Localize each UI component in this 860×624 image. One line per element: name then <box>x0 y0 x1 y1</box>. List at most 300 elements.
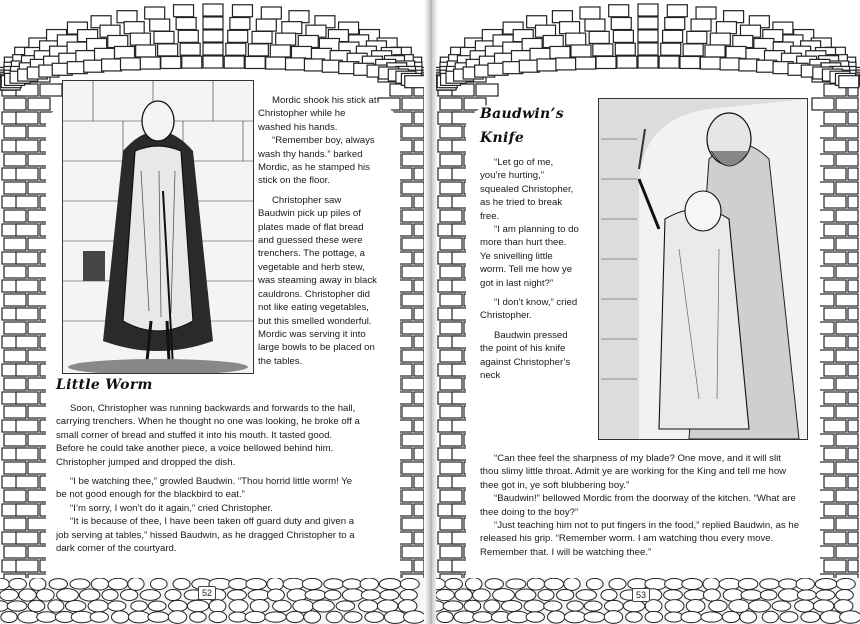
cobblestone <box>305 590 326 601</box>
brick <box>4 378 26 390</box>
cobblestone <box>57 589 79 602</box>
cobblestone <box>564 578 580 590</box>
cobblestone <box>626 612 643 622</box>
text-line: squealed Christopher, <box>480 183 574 195</box>
brick <box>560 22 580 34</box>
text-line: Christopher while he <box>258 108 346 120</box>
brick <box>161 56 181 68</box>
brick <box>16 364 38 376</box>
text-line: “It is because of thee, I have been taken off guard duty and given a <box>70 516 355 528</box>
text-line: Mordic, as he stamped his <box>258 162 370 174</box>
cobblestone <box>1 611 17 622</box>
page-number-52: 52 <box>198 586 216 600</box>
cobblestone <box>400 590 417 601</box>
brick <box>824 560 846 572</box>
cobblestone <box>343 579 362 589</box>
brick <box>282 22 302 34</box>
cobblestone <box>273 600 291 611</box>
brick <box>440 238 462 250</box>
cobblestone <box>250 600 269 613</box>
cobblestone <box>19 589 36 601</box>
text-line: free. <box>480 210 500 222</box>
cobblestone <box>780 612 798 623</box>
brick <box>543 35 563 47</box>
right-side-column <box>480 156 610 383</box>
cobblestone <box>601 589 617 600</box>
cobblestone <box>729 600 750 613</box>
brick <box>824 532 846 544</box>
brick <box>836 406 858 418</box>
cobblestone <box>209 611 227 622</box>
text-line: Ye snivelling little <box>480 250 553 262</box>
text-line: Baudwin pick up piles of <box>258 208 361 220</box>
brick <box>16 532 38 544</box>
brick <box>716 22 736 34</box>
cobblestone <box>379 579 401 590</box>
brick <box>836 322 858 334</box>
brick <box>663 30 683 42</box>
brick <box>724 11 744 23</box>
brick <box>180 43 200 55</box>
brick <box>414 168 424 180</box>
cobblestone <box>709 600 727 611</box>
brick <box>848 140 858 152</box>
text-line: Christopher. <box>480 310 532 322</box>
cobblestone <box>404 611 426 623</box>
brick <box>117 11 137 23</box>
brick <box>848 252 858 264</box>
cobblestone <box>265 612 286 622</box>
cobblestone <box>380 590 399 600</box>
text-line: “Baudwin!” bellowed Mordic from the doorway of the kitchen. “What are <box>494 493 796 505</box>
left-page <box>0 0 426 624</box>
brick <box>571 45 591 57</box>
brick <box>16 308 38 320</box>
cobblestone <box>7 601 27 611</box>
baudwins-knife-heading-line1: Baudwin’s <box>480 106 564 122</box>
cobblestone <box>436 589 454 600</box>
cobblestone <box>302 578 322 589</box>
cobblestone <box>465 578 481 590</box>
cobblestone <box>686 600 705 613</box>
text-line: carrying trenchers. When he thought no one was looking, he broke off a <box>56 416 360 428</box>
cobblestone <box>267 589 284 601</box>
cobblestone <box>506 579 526 589</box>
brick <box>836 98 858 110</box>
text-line: “Just teaching him not to put fingers in the food,” replied Baudwin, as he <box>494 520 800 532</box>
brick <box>848 448 858 460</box>
brick <box>680 56 700 68</box>
brick <box>824 504 846 516</box>
brick <box>414 308 424 320</box>
cobblestone <box>501 600 521 611</box>
brick <box>248 44 268 56</box>
brick <box>203 4 223 16</box>
brick <box>414 476 424 488</box>
brick <box>140 57 160 69</box>
brick <box>556 58 576 70</box>
brick <box>405 76 425 88</box>
brick <box>824 476 846 488</box>
brick <box>836 210 858 222</box>
brick <box>836 266 858 278</box>
text-line: thee got in, ye soft blubbering boy.” <box>480 479 630 491</box>
page-number-53: 53 <box>632 588 650 602</box>
text-line: you’re hurting,” <box>480 170 544 182</box>
cobblestone <box>190 612 207 622</box>
brick <box>593 44 613 56</box>
brick <box>824 252 846 264</box>
cobblestone <box>283 578 304 589</box>
cobblestone <box>248 590 269 601</box>
text-line: “Can thee feel the sharpness of my blade? One move, and it will slit <box>494 453 781 464</box>
brick <box>550 46 570 58</box>
brick <box>16 224 38 236</box>
brick <box>414 532 424 544</box>
cobblestone <box>324 590 340 600</box>
brick <box>848 280 858 292</box>
brick <box>289 11 309 23</box>
cobblestone <box>740 611 757 623</box>
cobblestone <box>336 601 355 611</box>
brick <box>414 420 424 432</box>
text-line: against Christopher’s <box>480 356 571 368</box>
cobblestone <box>801 612 820 623</box>
text-line: thou slimy little throat. Admit ye are working for the King and tell me how <box>480 466 787 478</box>
brick <box>440 294 462 306</box>
text-line: thee doing to the boy?” <box>480 506 579 518</box>
cobblestone <box>473 612 493 623</box>
text-line: released his grip. “Remember worm. I am watching thou every move. <box>480 533 774 545</box>
brick <box>4 182 26 194</box>
cobblestone <box>229 600 248 613</box>
brick <box>440 490 462 502</box>
cobblestone <box>564 611 585 623</box>
brick <box>261 7 281 19</box>
brick <box>836 182 858 194</box>
cobblestone <box>760 579 780 589</box>
cobblestone <box>738 578 758 589</box>
text-line: washed his hands. <box>258 121 338 133</box>
text-line: large bowls to be placed on <box>258 342 375 354</box>
brick <box>440 434 462 446</box>
brick <box>836 154 858 166</box>
cobblestone <box>91 578 108 590</box>
cobblestone <box>820 611 841 624</box>
right-page <box>436 0 860 624</box>
brick <box>848 504 858 516</box>
brick <box>836 434 858 446</box>
brick <box>440 154 462 166</box>
brick <box>848 560 858 572</box>
brick <box>176 18 196 30</box>
cobblestone <box>815 579 837 590</box>
baudwins-knife-heading-line2: Knife <box>480 130 525 146</box>
cobblestone <box>79 589 99 601</box>
cobblestone <box>312 600 334 612</box>
cobblestone <box>209 600 226 613</box>
cobblestone <box>9 578 26 589</box>
brick <box>836 294 858 306</box>
cobblestone <box>324 579 344 589</box>
brick <box>733 35 753 47</box>
brick <box>178 30 198 42</box>
cobblestone <box>108 601 126 611</box>
cobblestone <box>584 601 602 611</box>
cobblestone <box>524 600 544 612</box>
brick <box>108 35 128 47</box>
cobblestone <box>140 590 160 601</box>
cobblestone <box>748 600 770 612</box>
brick <box>848 224 858 236</box>
brick <box>414 252 424 264</box>
brick <box>848 420 858 432</box>
cobblestone <box>400 578 419 589</box>
brick <box>440 210 462 222</box>
brick <box>16 112 38 124</box>
cobblestone <box>682 578 703 589</box>
brick <box>589 31 609 43</box>
cobblestone <box>37 589 55 601</box>
cobblestone <box>797 590 816 600</box>
brick <box>700 57 720 69</box>
brick <box>812 98 834 110</box>
brick <box>848 308 858 320</box>
cobblestone <box>148 612 169 623</box>
cobblestone <box>361 590 380 600</box>
brick <box>230 18 250 30</box>
brick <box>824 280 846 292</box>
cobblestone <box>121 589 138 600</box>
cobblestone <box>246 578 267 589</box>
brick <box>16 280 38 292</box>
brick <box>298 35 318 47</box>
brick <box>270 45 290 57</box>
text-line: cauldrons. Christopher did <box>258 288 370 300</box>
cobblestone <box>37 612 57 623</box>
brick <box>580 7 600 19</box>
brick <box>824 196 846 208</box>
brick <box>16 336 38 348</box>
brick <box>414 364 424 376</box>
cobblestone <box>741 590 762 601</box>
brick <box>4 154 26 166</box>
brick <box>440 350 462 362</box>
brick <box>440 462 462 474</box>
brick <box>414 224 424 236</box>
brick <box>615 43 635 55</box>
cobblestone <box>0 589 18 600</box>
text-line: Remember that. I will be watching thee.” <box>480 546 652 558</box>
text-line: be not good enough for the blackbird to eat.” <box>56 489 245 501</box>
cobblestone <box>703 589 720 601</box>
cobblestone <box>359 600 378 612</box>
brick <box>440 378 462 390</box>
brick <box>440 406 462 418</box>
cobblestone <box>722 611 739 622</box>
cobblestone <box>128 611 149 623</box>
cobblestone <box>645 611 663 622</box>
brick <box>519 60 539 72</box>
brick <box>414 140 424 152</box>
brick <box>154 31 174 43</box>
brick <box>174 5 194 17</box>
cobblestone <box>344 612 362 623</box>
brick <box>28 98 50 110</box>
brick <box>836 462 858 474</box>
text-line: plates made of flat bread <box>258 221 364 233</box>
cobblestone <box>778 589 799 602</box>
cobblestone <box>168 611 187 624</box>
cobblestone <box>548 611 565 623</box>
brick <box>440 126 462 138</box>
cobblestone <box>816 590 835 600</box>
brick <box>304 59 324 71</box>
brick <box>402 546 424 558</box>
brick <box>414 448 424 460</box>
brick <box>824 224 846 236</box>
brick <box>4 462 26 474</box>
cobblestone <box>360 578 378 590</box>
brick <box>836 518 858 530</box>
brick <box>402 378 424 390</box>
brick <box>4 350 26 362</box>
text-line: as he tried to break <box>480 197 563 209</box>
brick <box>596 56 616 68</box>
text-line: worm. Tell me how ye <box>480 264 573 276</box>
brick <box>824 392 846 404</box>
brick <box>4 98 26 110</box>
brick <box>182 56 202 68</box>
brick <box>226 43 246 55</box>
brick <box>16 476 38 488</box>
text-line: got in last night?” <box>480 277 554 289</box>
cobblestone <box>108 578 127 589</box>
text-line: “I don’t know,” cried <box>494 297 578 309</box>
text-line: small corner of bread and stuffed it into his mouth. It tasted good. <box>56 429 333 441</box>
brick <box>440 518 462 530</box>
brick <box>4 210 26 222</box>
cobblestone <box>795 600 814 612</box>
brick <box>402 462 424 474</box>
mordic-illustration <box>62 80 254 374</box>
brick <box>537 59 557 71</box>
text-line: “I am planning to do <box>494 224 579 236</box>
brick <box>661 43 681 55</box>
cobblestone <box>245 611 265 622</box>
cobblestone <box>293 600 314 613</box>
cobblestone <box>527 578 544 590</box>
brick <box>696 7 716 19</box>
cobblestone <box>779 579 798 589</box>
cobblestone <box>586 578 603 589</box>
text-line: “Let go of me, <box>494 157 554 168</box>
brick <box>4 490 26 502</box>
brick <box>836 546 858 558</box>
text-line: Soon, Christopher was running backwards and forwards to the hall, <box>70 403 356 414</box>
baudwin-knife-illustration <box>598 98 808 440</box>
cobblestone <box>576 590 596 601</box>
brick <box>136 45 156 57</box>
cobblestone <box>493 589 515 602</box>
cobblestone <box>567 601 583 611</box>
brick <box>739 59 759 71</box>
brick <box>836 126 858 138</box>
brick <box>638 30 658 42</box>
cobblestone <box>836 590 853 601</box>
brick <box>824 308 846 320</box>
brick <box>848 392 858 404</box>
brick <box>228 30 248 42</box>
brick <box>203 56 223 68</box>
text-line: Before he could take another piece, a voice bellowed behind him. <box>56 443 334 455</box>
cobblestone <box>544 601 562 611</box>
text-line: but this smelled wonderful. <box>258 315 372 327</box>
cobblestone <box>342 589 363 602</box>
text-line: Christopher jumped and dropped the dish. <box>56 456 236 468</box>
cobblestone <box>604 611 623 624</box>
cobblestone <box>49 579 67 590</box>
cobblestone <box>665 600 684 613</box>
text-line: dark corner of the courtyard. <box>56 543 177 555</box>
cobblestone <box>229 612 247 622</box>
brick <box>710 33 730 45</box>
cobblestone <box>102 590 118 601</box>
text-line: and guessed these were <box>258 235 363 247</box>
brick <box>115 46 135 58</box>
brick <box>286 58 306 70</box>
brick <box>585 19 605 31</box>
cobblestone <box>455 589 472 601</box>
cobblestone <box>286 611 303 622</box>
brick <box>402 406 424 418</box>
brick <box>266 57 286 69</box>
brick <box>848 196 858 208</box>
text-line: wash thy hands.” barked <box>258 148 363 160</box>
cobblestone <box>150 578 167 589</box>
cobblestone <box>664 590 683 600</box>
brick <box>848 336 858 348</box>
cobblestone <box>326 611 342 623</box>
brick <box>4 406 26 418</box>
cobblestone <box>485 579 503 590</box>
brick <box>609 5 629 17</box>
cobblestone <box>173 578 190 589</box>
brick <box>4 266 26 278</box>
cobblestone <box>609 578 626 589</box>
brick <box>4 434 26 446</box>
brick <box>245 56 265 68</box>
brick <box>4 322 26 334</box>
brick <box>613 30 633 42</box>
brick <box>291 46 311 58</box>
brick <box>683 44 703 56</box>
brick <box>414 560 424 572</box>
brick <box>848 364 858 376</box>
brick <box>638 56 658 68</box>
brick <box>414 504 424 516</box>
brick <box>130 33 150 45</box>
brick <box>638 4 658 16</box>
brick <box>440 182 462 194</box>
brick <box>203 17 223 29</box>
brick <box>824 140 846 152</box>
brick <box>836 378 858 390</box>
left-body-text <box>56 402 402 555</box>
brick <box>16 392 38 404</box>
brick <box>440 266 462 278</box>
cobblestone <box>665 612 683 622</box>
